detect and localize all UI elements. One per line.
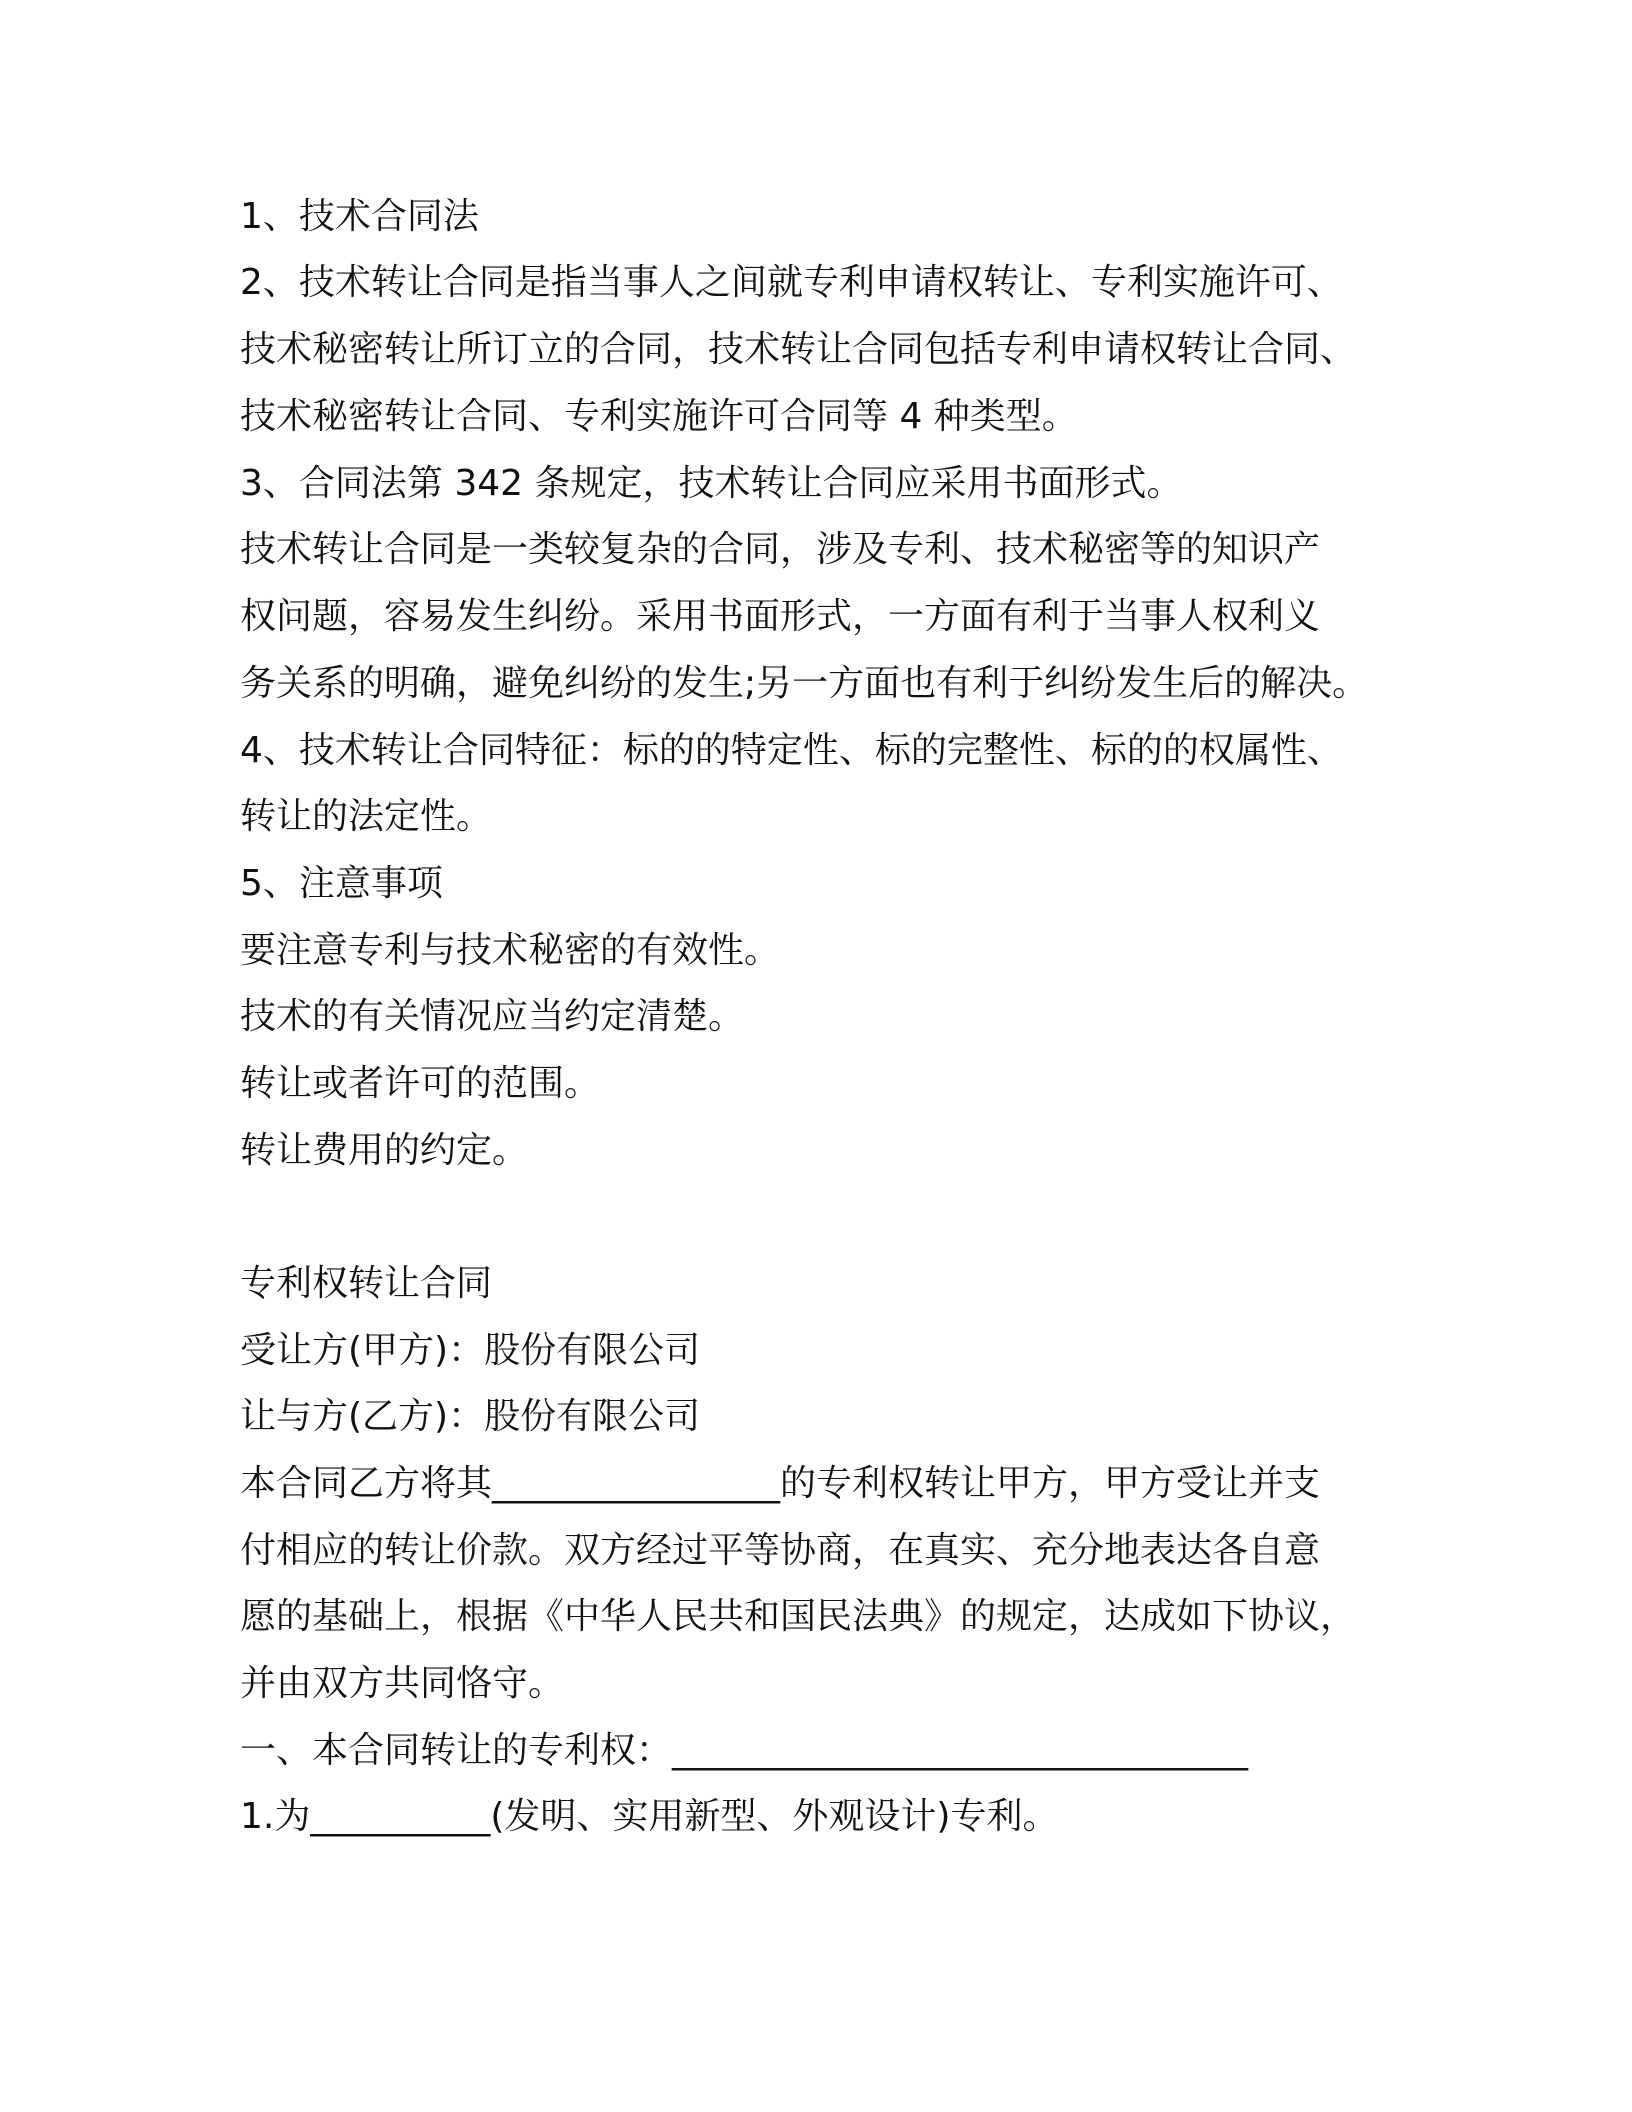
- note-4: 转让费用的约定。: [240, 1130, 529, 1171]
- paragraph-line-2: 权问题，容易发生纠纷。采用书面形式，一方面有利于当事人权利义: [240, 596, 1321, 637]
- item-2-line-2: 技术秘密转让所订立的合同，技术转让合同包括专利申请权转让合同、: [240, 329, 1357, 370]
- contract-title: 专利权转让合同: [240, 1263, 493, 1304]
- note-2: 技术的有关情况应当约定清楚。: [240, 996, 745, 1037]
- clause-1-1: 1.为__________(发明、实用新型、外观设计)专利。: [240, 1796, 1059, 1837]
- item-4-line-2: 转让的法定性。: [240, 796, 493, 837]
- note-3: 转让或者许可的范围。: [240, 1063, 601, 1104]
- item-5: 5、注意事项: [240, 863, 443, 904]
- item-3: 3、合同法第 342 条规定，技术转让合同应采用书面形式。: [240, 463, 1183, 504]
- item-2-line-1: 2、技术转让合同是指当事人之间就专利申请权转让、专利实施许可、: [240, 262, 1343, 303]
- intro-line-4: 并由双方共同恪守。: [240, 1663, 565, 1704]
- intro-line-3: 愿的基础上，根据《中华人民共和国民法典》的规定，达成如下协议，: [240, 1596, 1357, 1637]
- item-2-line-3: 技术秘密转让合同、专利实施许可合同等 4 种类型。: [240, 396, 1078, 437]
- item-4-line-1: 4、技术转让合同特征：标的的特定性、标的完整性、标的的权属性、: [240, 730, 1343, 771]
- party-a: 受让方(甲方)：股份有限公司: [240, 1330, 701, 1371]
- party-b: 让与方(乙方)：股份有限公司: [240, 1396, 701, 1437]
- paragraph-line-3: 务关系的明确，避免纠纷的发生;另一方面也有利于纠纷发生后的解决。: [240, 663, 1369, 704]
- intro-line-2: 付相应的转让价款。双方经过平等协商，在真实、充分地表达各自意: [240, 1530, 1321, 1571]
- note-1: 要注意专利与技术秘密的有效性。: [240, 930, 781, 971]
- item-1: 1、技术合同法: [240, 196, 479, 237]
- intro-line-1: 本合同乙方将其________________的专利权转让甲方，甲方受让并支: [240, 1463, 1321, 1504]
- paragraph-line-1: 技术转让合同是一类较复杂的合同，涉及专利、技术秘密等的知识产: [240, 529, 1321, 570]
- clause-1: 一、本合同转让的专利权：________________________________: [240, 1730, 1249, 1771]
